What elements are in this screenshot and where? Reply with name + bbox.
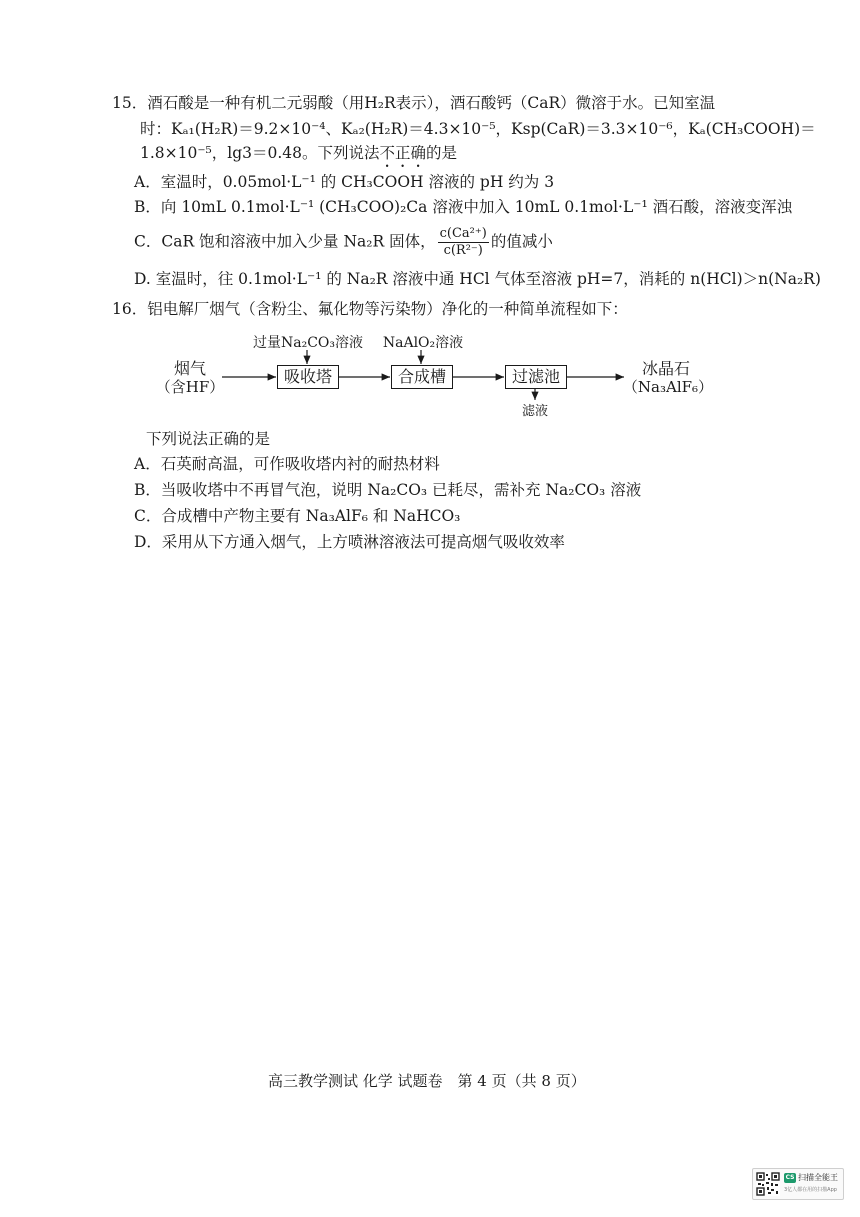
flow-arrows bbox=[0, 0, 860, 430]
flow-input-sublabel: （含HF） bbox=[155, 378, 225, 396]
q16-option-a: A．石英耐高温，可作吸收塔内衬的耐热材料 bbox=[134, 455, 440, 473]
qr-code-icon bbox=[756, 1172, 780, 1196]
q16-number: 16． bbox=[112, 300, 148, 318]
concentration-ratio-fraction: $\frac{\text{c(Ca²⁺)}}{\text{c(R²⁻)}}$ bbox=[439, 226, 487, 258]
q16-option-d: D．采用从下方通入烟气，上方喷淋溶液法可提高烟气吸收效率 bbox=[134, 533, 565, 551]
synthesis-tank-box: 合成槽 bbox=[391, 365, 453, 389]
q16-option-b: B．当吸收塔中不再冒气泡，说明 Na₂CO₃ 已耗尽，需补充 Na₂CO₃ 溶液 bbox=[134, 481, 642, 499]
q15-option-a: A．室温时，0.05mol·L⁻¹ 的 CH₃COOH 溶液的 pH 约为 3 bbox=[134, 173, 555, 191]
q16-stem: 16．铝电解厂烟气（含粉尘、氟化物等污染物）净化的一种简单流程如下： bbox=[112, 300, 628, 318]
reagent-sodium-aluminate: NaAlO₂溶液 bbox=[382, 335, 464, 351]
flow-output-sublabel: （Na₃AlF₆） bbox=[622, 378, 714, 396]
q15-stem-line1: 15．酒石酸是一种有机二元弱酸（用H₂R表示），酒石酸钙（CaR）微溶于水。已知室温 bbox=[112, 94, 716, 112]
camscanner-logo: CS bbox=[785, 1174, 795, 1181]
q16-option-c: C．合成槽中产物主要有 Na₃AlF₆ 和 NaHCO₃ bbox=[134, 507, 461, 525]
badge-subtitle: 3亿人都在用的扫描App bbox=[784, 1187, 837, 1193]
emphasis-not-correct: 不正确 bbox=[379, 144, 427, 162]
page-footer: 高三教学测试 化学 试题卷 第 4 页（共 8 页） bbox=[268, 1072, 586, 1090]
q15-stem-line2: 时：Kₐ₁(H₂R)＝9.2×10⁻⁴、Kₐ₂(H₂R)＝4.3×10⁻⁵，Ksp(CaR)＝3.3×10⁻⁶，Kₐ(CH₃COOH)＝ bbox=[140, 120, 816, 138]
q15-option-c: C．CaR 饱和溶液中加入少量 Na₂R 固体， $\frac{\text{c(Ca²⁺)}}{\text{c(R²⁻)}}$ 的值减小 bbox=[134, 226, 553, 258]
q16-prompt: 下列说法正确的是 bbox=[146, 430, 271, 448]
q15-number: 15． bbox=[112, 94, 148, 112]
q15-option-d: D. 室温时，往 0.1mol·L⁻¹ 的 Na₂R 溶液中通 HCl 气体至溶液 pH=7，消耗的 n(HCl)＞n(Na₂R) bbox=[134, 270, 821, 288]
absorption-tower-box: 吸收塔 bbox=[277, 365, 339, 389]
filtrate-label: 滤液 bbox=[521, 404, 548, 419]
reagent-sodium-carbonate: 过量Na₂CO₃溶液 bbox=[252, 335, 363, 351]
filter-tank-box: 过滤池 bbox=[505, 365, 567, 389]
badge-title: 扫描全能王 bbox=[798, 1173, 838, 1182]
flow-input-label: 烟气 bbox=[173, 359, 206, 378]
q15-stem-line3: 1.8×10⁻⁵，lg3＝0.48。下列说法不正确的是 bbox=[140, 144, 458, 162]
scanner-watermark-badge bbox=[752, 1168, 844, 1200]
q15-option-b: B．向 10mL 0.1mol·L⁻¹ (CH₃COO)₂Ca 溶液中加入 10mL 0.1mol·L⁻¹ 酒石酸，溶液变浑浊 bbox=[134, 198, 793, 216]
flow-output-label: 冰晶石 bbox=[641, 359, 690, 378]
